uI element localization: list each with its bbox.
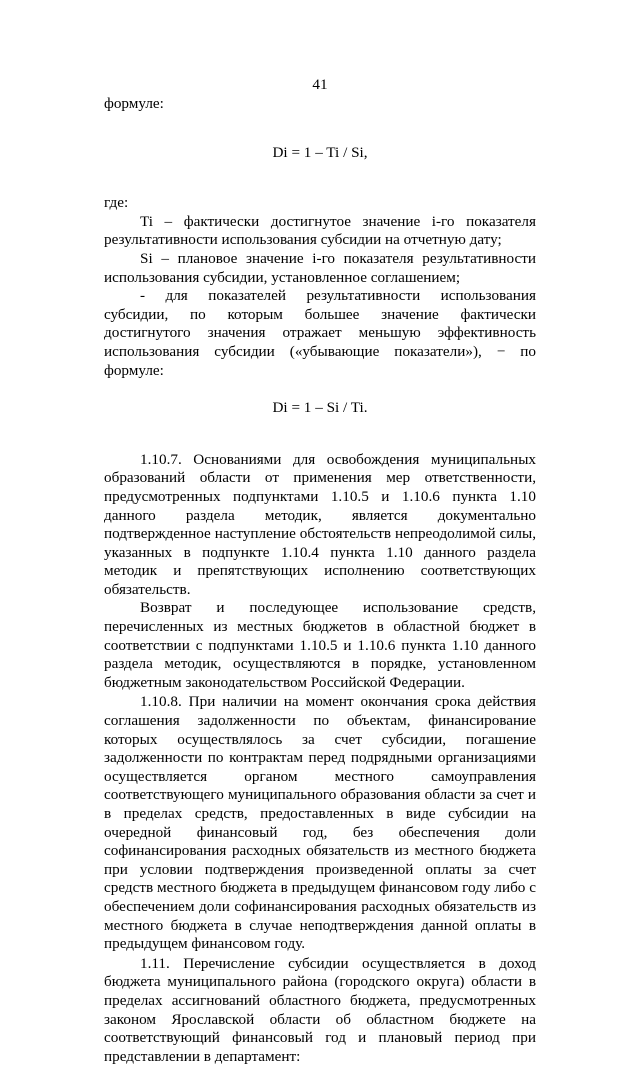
paragraph-1-11: 1.11. Перечисление субсидии осуществляется в доход бюджета муниципального района (городского округа) области в пределах ассигнований областного бюджета, предусмотренных законом Ярославской области об областном бюджете на соответствующий финансовый год и плановый период при представлении в департамент: xyxy=(104,954,536,1065)
document-body xyxy=(104,95,536,1066)
page-number: 41 xyxy=(312,76,328,93)
formula-2: Di = 1 – Si / Ti. xyxy=(272,399,368,417)
ti-definition: Ti – фактически достигнутое значение i-го показателя результативности использования субсидии на отчетную дату; xyxy=(104,212,536,249)
formula-1: Di = 1 – Ti / Si, xyxy=(272,143,368,161)
si-definition: Si – плановое значение i-го показателя результативности использования субсидии, установленное соглашением; xyxy=(104,249,536,286)
paragraph-1-10-8: 1.10.8. При наличии на момент окончания срока действия соглашения задолженности по объектам, финансирование которых осуществлялось за счет субсидии, погашение задолженности по контрактам перед подрядными организациями осуществляется органом местного самоуправления соответствующего муниципального образования области за счет и в пределах средств, предоставленных в виде субсидии на очередной финансовый год, без обеспечения доли софинансирования расходных обязательств из местного бюджета при условии подтверждения произведенной оплаты за счет средств местного бюджета в предыдущем финансовом году либо с обеспечением доли софинансирования расходных обязательств из местного бюджета в случае неподтверждения данной оплаты в предыдущем финансовом году. xyxy=(104,693,536,953)
decreasing-indicators-paragraph: - для показателей результативности использования субсидии, по которым большее значение фактически достигнутого значения отражает меньшую эффективность использования субсидии («убывающие показатели»), − по формуле: xyxy=(104,287,536,379)
paragraph-1-10-7: 1.10.7. Основаниями для освобождения муниципальных образований области от применения мер ответственности, предусмотренных подпунктами 1.10.5 и 1.10.6 пункта 1.10 данного раздела методик, является документально подтвержденное наступление обстоятельств непреодолимой силы, указанных в подпункте 1.10.4 пункта 1.10 данного раздела методик и препятствующих исполнению соответствующих обязательств. xyxy=(104,450,536,598)
formula-intro: формуле: xyxy=(104,95,164,112)
paragraph-return-of-funds: Возврат и последующее использование средств, перечисленных из местных бюджетов в областной бюджет в соответствии с подпунктами 1.10.5 и 1.10.6 пункта 1.10 данного раздела методик, осуществляются в порядке, установленном бюджетным законодательством Российской Федерации. xyxy=(104,599,536,691)
where-label: где: xyxy=(104,194,129,212)
